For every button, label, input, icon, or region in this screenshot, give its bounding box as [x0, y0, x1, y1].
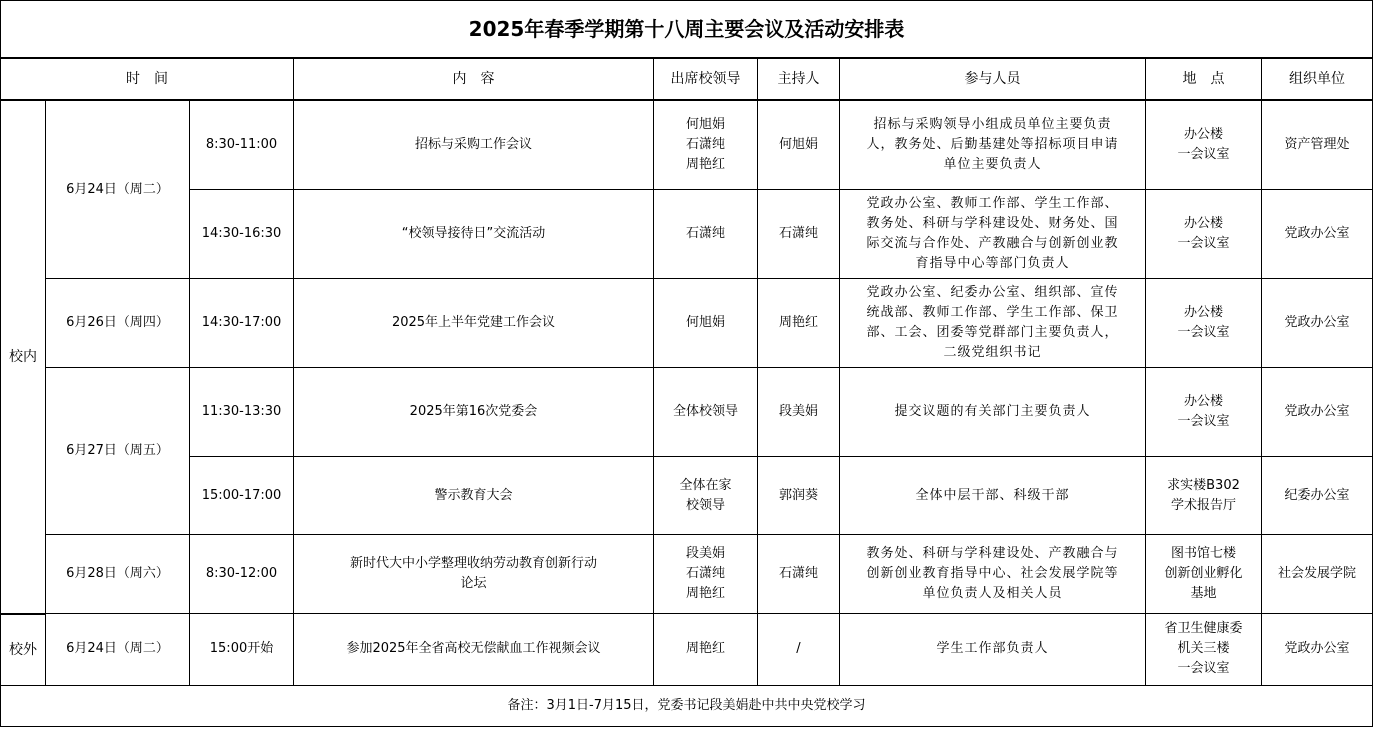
content-line: 论坛 [460, 576, 487, 591]
location-line: 一会议室 [1177, 414, 1230, 429]
host-cell: 郭润葵 [758, 457, 840, 535]
page-title: 2025年春季学期第十八周主要会议及活动安排表 [1, 1, 1373, 59]
footnote: 备注：3月1日-7月15日，党委书记段美娟赴中共中央党校学习 [1, 685, 1373, 726]
host-cell: 何旭娟 [758, 100, 840, 190]
participants-cell [840, 614, 1146, 686]
participants-line: 教务处、科研与学科建设处、产教融合与 [866, 546, 1119, 561]
participants-line: 单位主要负责人 [943, 157, 1042, 172]
time-cell: 15:00-17:00 [190, 457, 294, 535]
location-line: 办公楼 [1183, 127, 1223, 142]
location-line: 创新创业孵化 [1164, 566, 1243, 581]
participants-line: 育指导中心等部门负责人 [915, 256, 1070, 271]
note-row [1, 685, 1373, 726]
participants-line: 党政办公室、教师工作部、学生工作部、 [866, 196, 1119, 211]
table-row [1, 190, 1373, 279]
organizer-cell: 党政办公室 [1262, 279, 1373, 368]
participants-cell [840, 100, 1146, 190]
participants-line: 统战部、教师工作部、学生工作部、保卫 [866, 305, 1119, 320]
header-row [1, 58, 1373, 100]
leader-name: 段美娟 [685, 546, 725, 561]
date-cell: 6月28日（周六） [46, 535, 190, 614]
organizer-cell: 党政办公室 [1262, 190, 1373, 279]
participants-line: 人，教务处、后勤基建处等招标项目申请 [866, 137, 1119, 152]
header-location: 地 点 [1146, 58, 1262, 100]
host-cell: 周艳红 [758, 279, 840, 368]
leader-cell [654, 535, 758, 614]
participants-line: 单位负责人及相关人员 [922, 586, 1063, 601]
header-content: 内 容 [294, 58, 654, 100]
leader-name: 石潇纯 [685, 226, 725, 241]
time-cell: 14:30-17:00 [190, 279, 294, 368]
time-cell: 15:00开始 [190, 614, 294, 686]
location-cell [1146, 614, 1262, 686]
leader-name: 石潇纯 [685, 566, 725, 581]
content-cell [294, 535, 654, 614]
host-cell: 石潇纯 [758, 190, 840, 279]
location-cell [1146, 368, 1262, 457]
leader-name: 全体在家 [679, 477, 732, 493]
organizer-cell: 纪委办公室 [1262, 457, 1373, 535]
location-line: 一会议室 [1177, 661, 1230, 677]
header-participants: 参与人员 [840, 58, 1146, 100]
date-cell: 6月27日（周五） [46, 368, 190, 535]
content-cell: 警示教育大会 [294, 457, 654, 535]
leader-cell [654, 100, 758, 190]
location-cell [1146, 535, 1262, 614]
leader-name: 周艳红 [685, 157, 725, 172]
header-organizer: 组织单位 [1262, 58, 1373, 100]
participants-line: 创新创业教育指导中心、社会发展学院等 [866, 566, 1119, 581]
location-line: 图书馆七楼 [1170, 546, 1236, 561]
leader-cell [654, 614, 758, 686]
table-row [1, 614, 1373, 686]
date-cell: 6月26日（周四） [46, 279, 190, 368]
date-cell: 6月24日（周二） [46, 100, 190, 279]
leader-name: 石潇纯 [685, 137, 725, 152]
content-cell: “校领导接待日”交流活动 [294, 190, 654, 279]
content-cell: 参加2025年全省高校无偿献血工作视频会议 [294, 614, 654, 686]
leader-cell [654, 279, 758, 368]
leader-name: 何旭娟 [685, 315, 725, 330]
participants-line: 二级党组织书记 [943, 345, 1042, 360]
leader-name: 周艳红 [685, 641, 725, 657]
time-cell: 8:30-11:00 [190, 100, 294, 190]
participants-line: 部、工会、团委等党群部门主要负责人， [866, 325, 1119, 340]
location-line: 学术报告厅 [1170, 497, 1236, 513]
location-line: 机关三楼 [1177, 641, 1230, 657]
header-host: 主持人 [758, 58, 840, 100]
location-line: 一会议室 [1177, 325, 1230, 340]
table-row [1, 457, 1373, 535]
host-cell: 段美娟 [758, 368, 840, 457]
location-line: 办公楼 [1183, 216, 1223, 231]
content-line: 新时代大中小学整理收纳劳动教育创新行动 [349, 556, 597, 571]
leader-cell [654, 368, 758, 457]
host-cell: / [758, 614, 840, 686]
location-line: 办公楼 [1183, 305, 1223, 320]
organizer-cell: 资产管理处 [1262, 100, 1373, 190]
organizer-cell: 社会发展学院 [1262, 535, 1373, 614]
leader-cell [654, 190, 758, 279]
location-cell [1146, 100, 1262, 190]
participants-line: 际交流与合作处、产教融合与创新创业教 [866, 236, 1119, 251]
time-cell: 8:30-12:00 [190, 535, 294, 614]
leader-cell [654, 457, 758, 535]
location-cell [1146, 190, 1262, 279]
organizer-cell: 党政办公室 [1262, 368, 1373, 457]
scope-inside: 校内 [1, 100, 46, 614]
time-cell: 11:30-13:30 [190, 368, 294, 457]
table-row [1, 279, 1373, 368]
participants-line: 学生工作部负责人 [936, 641, 1049, 657]
table-row [1, 535, 1373, 614]
leader-name: 校领导 [685, 497, 725, 513]
content-cell: 2025年第16次党委会 [294, 368, 654, 457]
header-time: 时 间 [1, 58, 294, 100]
table-row [1, 368, 1373, 457]
participants-cell [840, 279, 1146, 368]
location-line: 基地 [1190, 586, 1217, 601]
scope-outside: 校外 [1, 614, 46, 686]
leader-name: 周艳红 [685, 586, 725, 601]
leader-name: 全体校领导 [672, 404, 738, 419]
header-leader: 出席校领导 [654, 58, 758, 100]
participants-cell [840, 535, 1146, 614]
participants-line: 教务处、科研与学科建设处、财务处、国 [866, 216, 1119, 231]
participants-cell [840, 457, 1146, 535]
content-cell: 2025年上半年党建工作会议 [294, 279, 654, 368]
time-cell: 14:30-16:30 [190, 190, 294, 279]
location-line: 省卫生健康委 [1164, 621, 1243, 637]
table-row [1, 100, 1373, 190]
date-cell: 6月24日（周二） [46, 614, 190, 686]
location-cell [1146, 457, 1262, 535]
host-cell: 石潇纯 [758, 535, 840, 614]
leader-name: 何旭娟 [685, 117, 725, 132]
participants-line: 提交议题的有关部门主要负责人 [894, 404, 1091, 419]
participants-line: 党政办公室、纪委办公室、组织部、宣传 [866, 285, 1119, 300]
location-line: 一会议室 [1177, 236, 1230, 251]
participants-cell [840, 368, 1146, 457]
location-line: 一会议室 [1177, 147, 1230, 162]
location-line: 办公楼 [1183, 394, 1223, 409]
location-line: 求实楼B302 [1167, 477, 1240, 493]
participants-line: 招标与采购领导小组成员单位主要负责 [873, 117, 1112, 132]
content-cell: 招标与采购工作会议 [294, 100, 654, 190]
participants-cell [840, 190, 1146, 279]
participants-line: 全体中层干部、科级干部 [915, 487, 1070, 503]
location-cell [1146, 279, 1262, 368]
organizer-cell: 党政办公室 [1262, 614, 1373, 686]
